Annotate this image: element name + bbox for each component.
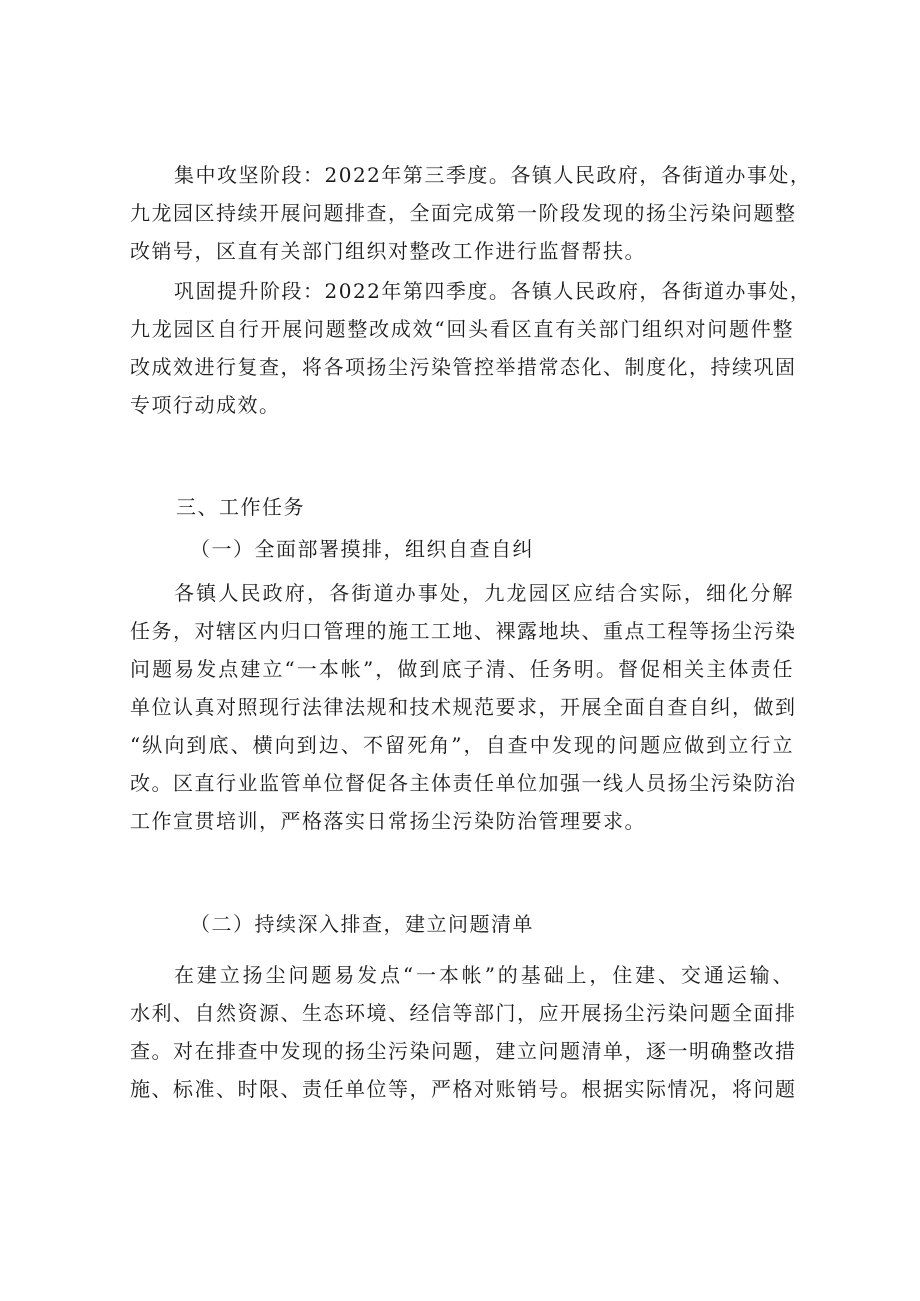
paragraph-line: “纵向到底、横向到边、不留死角”，自查中发现的问题应做到立行立 bbox=[130, 733, 794, 757]
paragraph-line: 单位认真对照现行法律法规和技术规范要求，开展全面自查自纠，做到 bbox=[130, 695, 797, 719]
paragraph-line: 改销号，区直有关部门组织对整改工作进行监督帮扶。 bbox=[130, 239, 646, 263]
paragraph-line: 在建立扬尘问题易发点“一本帐”的基础上，住建、交通运输、 bbox=[174, 963, 794, 987]
paragraph-line: 水利、自然资源、生态环境、经信等部门，应开展扬尘污染问题全面排 bbox=[130, 1001, 797, 1025]
paragraph-line: 各镇人民政府，各街道办事处，九龙园区应结合实际，细化分解 bbox=[174, 581, 794, 605]
paragraph-problem-list bbox=[130, 956, 797, 1108]
paragraph-stage-consolidation bbox=[130, 272, 812, 424]
paragraph-line: 集中攻坚阶段：2022年第三季度。各镇人民政府，各街道办事处， bbox=[174, 163, 812, 187]
paragraph-line: 专项行动成效。 bbox=[130, 393, 281, 417]
paragraph-line: 施、标准、时限、责任单位等，严格对账销号。根据实际情况，将问题 bbox=[130, 1077, 797, 1101]
paragraph-line: 任务，对辖区内归口管理的施工工地、裸露地块、重点工程等扬尘污染 bbox=[130, 619, 797, 643]
paragraph-line: 巩固提升阶段：2022年第四季度。各镇人民政府，各街道办事处， bbox=[174, 279, 812, 303]
paragraph-line: 九龙园区自行开展问题整改成效“回头看区直有关部门组织对问题件整 bbox=[130, 317, 794, 341]
subheading-investigation: （二）持续深入排查，建立问题清单 bbox=[190, 912, 534, 936]
paragraph-stage-concentrated bbox=[130, 156, 812, 270]
paragraph-line: 问题易发点建立“一本帐”，做到底子清、任务明。督促相关主体责任 bbox=[130, 657, 794, 681]
subheading-deployment: （一）全面部署摸排，组织自查自纠 bbox=[190, 537, 534, 561]
paragraph-line: 九龙园区持续开展问题排查，全面完成第一阶段发现的扬尘污染问题整 bbox=[130, 201, 797, 225]
paragraph-line: 改成效进行复查，将各项扬尘污染管控举措常态化、制度化，持续巩固 bbox=[130, 355, 797, 379]
paragraph-line: 改。区直行业监管单位督促各主体责任单位加强一线人员扬尘污染防治 bbox=[130, 771, 797, 795]
paragraph-self-inspection bbox=[130, 574, 797, 840]
section-heading: 三、工作任务 bbox=[176, 495, 305, 519]
paragraph-line: 查。对在排查中发现的扬尘污染问题，建立问题清单，逐一明确整改措 bbox=[130, 1039, 797, 1063]
paragraph-line: 工作宣贯培训，严格落实日常扬尘污染防治管理要求。 bbox=[130, 809, 646, 833]
